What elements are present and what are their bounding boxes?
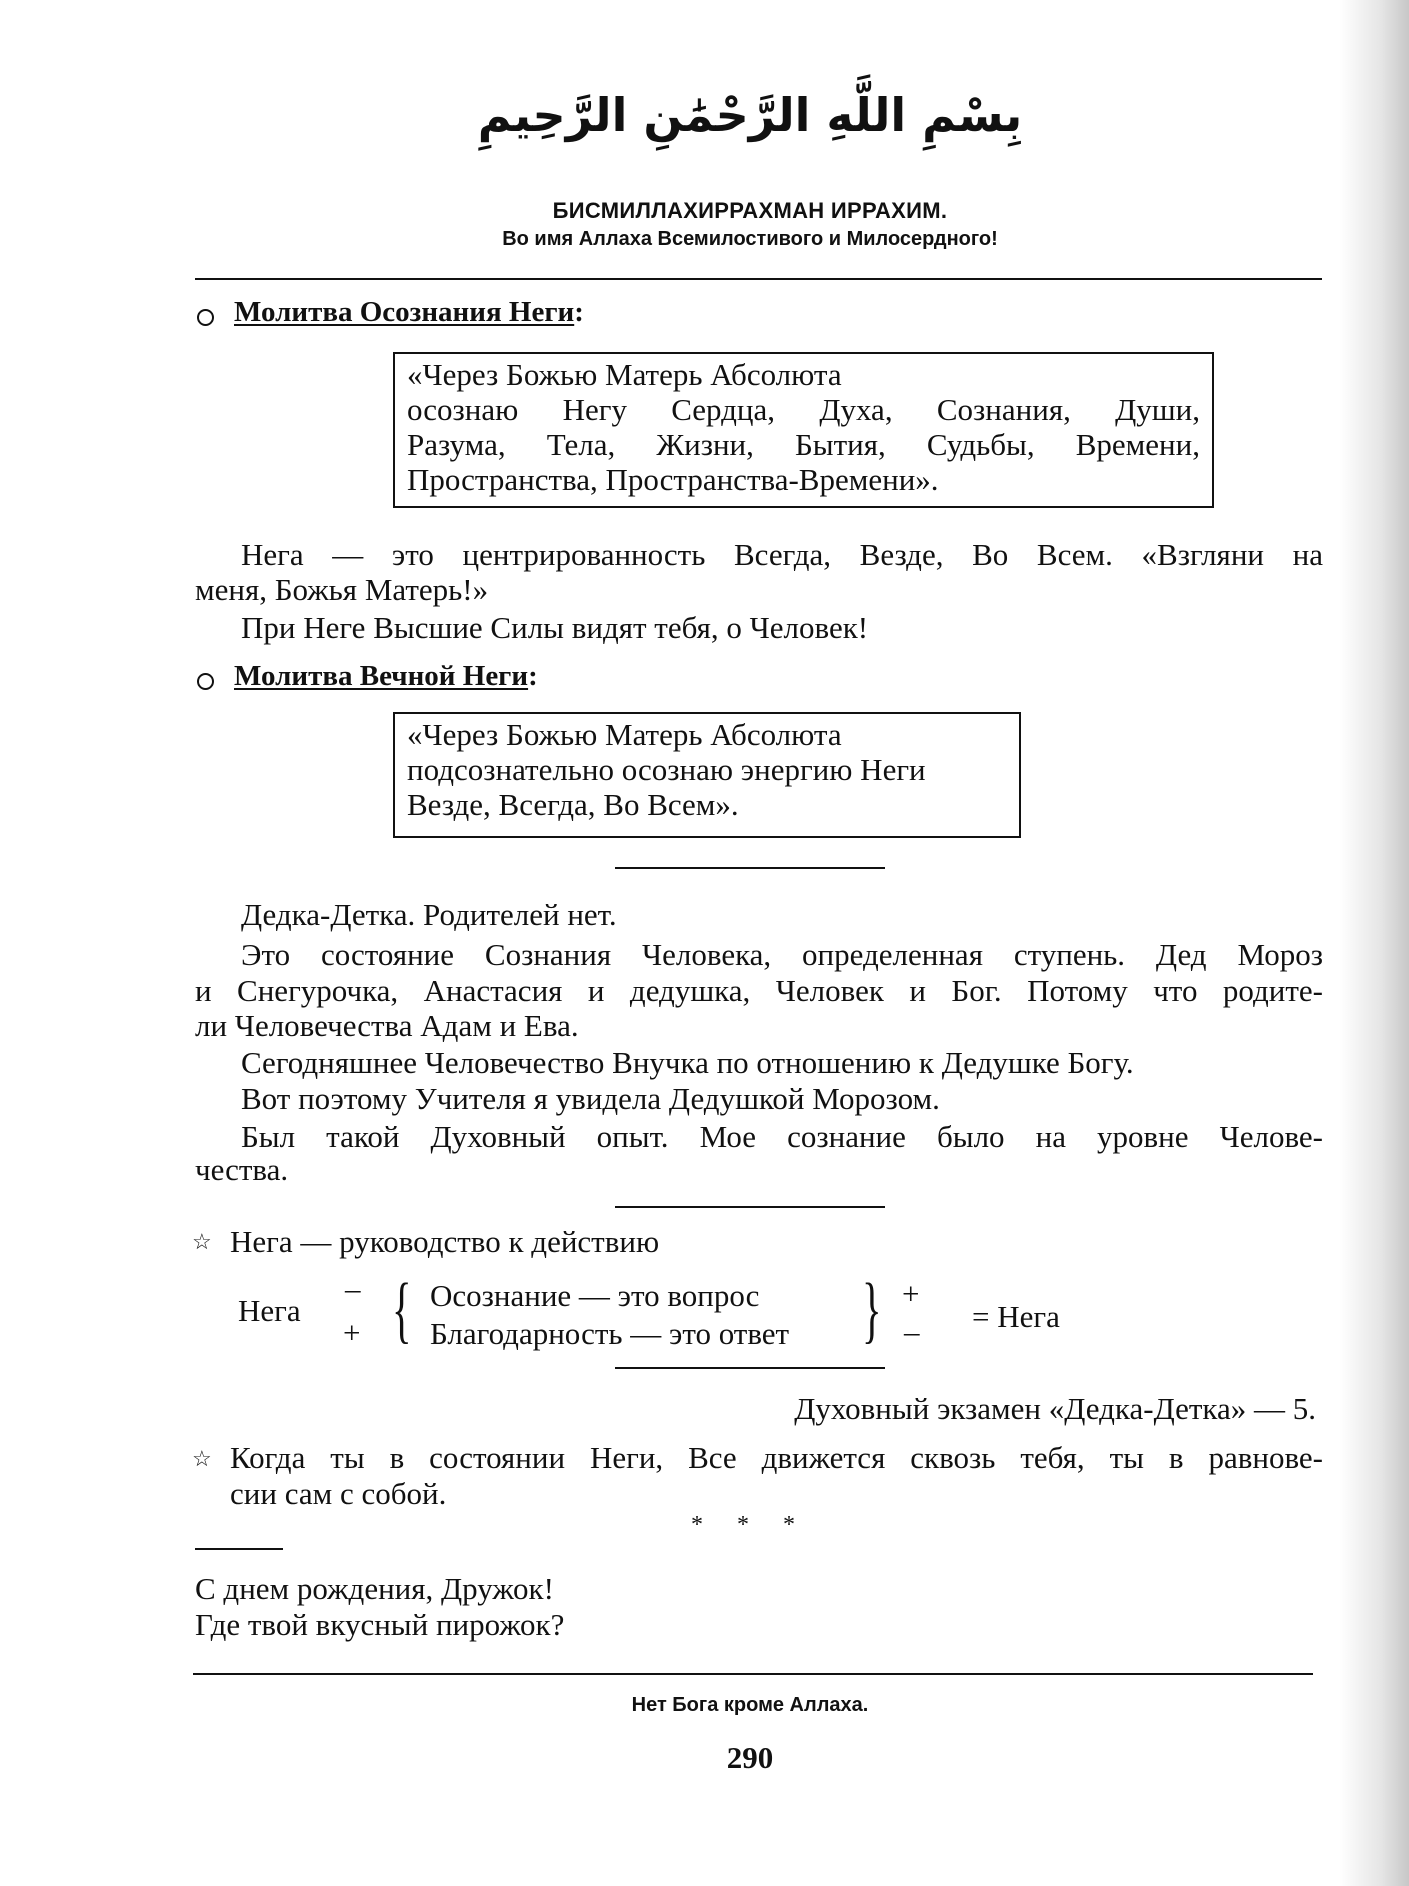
page-number: 290 xyxy=(726,1740,774,1775)
footer-rule xyxy=(193,1673,1313,1675)
prayer2-line: подсознательно осознаю энергию Неги xyxy=(407,752,926,787)
star-icon: ☆ xyxy=(192,1446,212,1471)
para2-line: Сегодняшнее Человечество Внучка по отношению к Дедушке Богу. xyxy=(241,1045,1134,1080)
prayer2-box xyxy=(393,712,1021,838)
formula-source: Духовный экзамен «Дедка-Детка» — 5. xyxy=(794,1391,1316,1426)
para2-line: ли Человечества Адам и Ева. xyxy=(195,1008,579,1043)
header-title: БИСМИЛЛАХИРРАХМАН ИРРАХИМ. xyxy=(552,198,948,223)
section-divider xyxy=(615,867,885,869)
circle-bullet-icon xyxy=(197,309,214,326)
circle-bullet-icon xyxy=(197,673,214,690)
bismillah-calligraphy: بِسْمِ اللَّهِ الرَّحْمَٰنِ الرَّحِيمِ xyxy=(477,88,1023,142)
header-rule xyxy=(195,278,1322,280)
prayer1-line: «Через Божью Матерь Абсолюта xyxy=(407,357,842,392)
formula-plus-bottom: + xyxy=(343,1315,361,1350)
prayer2-line: «Через Божью Матерь Абсолюта xyxy=(407,717,842,752)
para3-line1: Когда ты в состоянии Неги, Все движется сквозь тебя, ты в равнове- xyxy=(230,1440,1323,1475)
right-brace-icon: } xyxy=(862,1269,882,1351)
footer-text: Нет Бога кроме Аллаха. xyxy=(631,1694,869,1716)
asterism: * * * xyxy=(691,1512,809,1538)
para1-line1: Нега — это центрированность Всегда, Везде, Во Всем. «Взгляни на xyxy=(241,537,1323,572)
prayer1-line: Пространства, Пространства-Времени». xyxy=(407,462,939,497)
left-brace-icon: { xyxy=(392,1269,412,1351)
formula-plus-top: + xyxy=(902,1276,920,1311)
prayer2-line: Везде, Всегда, Во Всем». xyxy=(407,787,739,822)
formula-minus-top: – xyxy=(345,1271,361,1306)
prayer1-colon: : xyxy=(574,296,584,328)
para1-line2: меня, Божья Матерь!» xyxy=(195,572,489,607)
header-subtitle: Во имя Аллаха Всемилостивого и Милосердного! xyxy=(502,228,998,250)
prayer1-box xyxy=(393,352,1214,508)
para2-line: Был такой Духовный опыт. Мое сознание было на уровне Челове- xyxy=(241,1119,1323,1154)
prayer1-title: Молитва Осознания Неги xyxy=(234,296,575,328)
prayer1-heading xyxy=(234,296,584,329)
para1-line3: При Неге Высшие Силы видят тебя, о Человек! xyxy=(241,610,869,645)
formula-minus-bottom: – xyxy=(904,1314,920,1349)
para2-line: Вот поэтому Учителя я увидела Дедушкой Морозом. xyxy=(241,1081,940,1116)
prayer1-line: осознаю Негу Сердца, Духа, Сознания, Души, xyxy=(407,392,1200,427)
footnote-rule xyxy=(195,1548,283,1550)
para2-line: и Снегурочка, Анастасия и дедушка, Человек и Бог. Потому что родите- xyxy=(195,973,1323,1008)
poem-line1: С днем рождения, Дружок! xyxy=(195,1571,554,1606)
section-divider xyxy=(615,1367,885,1369)
section-divider xyxy=(615,1206,885,1208)
formula-row2: Благодарность — это ответ xyxy=(430,1316,790,1351)
poem-line2: Где твой вкусный пирожок? xyxy=(195,1607,565,1642)
prayer1-line: Разума, Тела, Жизни, Бытия, Судьбы, Времени, xyxy=(407,427,1200,462)
para2-line: чества. xyxy=(195,1152,289,1187)
para2-line: Дедка-Детка. Родителей нет. xyxy=(241,897,617,932)
prayer2-colon: : xyxy=(528,660,538,692)
formula-result: = Нега xyxy=(972,1299,1060,1334)
star-icon: ☆ xyxy=(192,1229,212,1254)
para3-line2: сии сам с собой. xyxy=(230,1476,447,1511)
prayer2-title: Молитва Вечной Неги xyxy=(234,660,529,692)
formula-row1: Осознание — это вопрос xyxy=(430,1278,760,1313)
formula-heading: Нега — руководство к действию xyxy=(230,1224,660,1259)
page-edge-shadow xyxy=(1339,0,1409,1886)
para2-line: Это состояние Сознания Человека, определенная ступень. Дед Мороз xyxy=(241,937,1323,972)
formula-left-term: Нега xyxy=(238,1293,301,1328)
prayer2-heading xyxy=(234,660,538,693)
